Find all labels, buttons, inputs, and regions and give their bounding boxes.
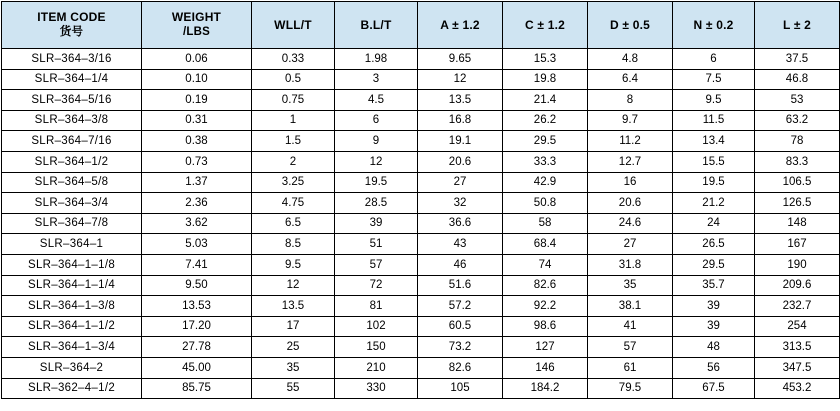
table-cell: 313.5 — [755, 337, 840, 358]
table-cell: 7.5 — [673, 69, 755, 90]
table-cell: 51.6 — [418, 275, 503, 296]
item-code-cell: SLR–364–2 — [2, 357, 142, 378]
table-cell: 39 — [673, 296, 755, 317]
table-cell: 17 — [252, 316, 335, 337]
table-cell: 98.6 — [503, 316, 588, 337]
item-code-cell: SLR–362–4–1/2 — [2, 378, 142, 399]
table-row — [2, 131, 840, 152]
column-header-label: N ± 0.2 — [693, 17, 734, 32]
table-cell: 1.98 — [335, 49, 418, 70]
table-cell: 56 — [673, 357, 755, 378]
column-header-label: L ± 2 — [782, 17, 812, 32]
table-cell: 41 — [588, 316, 673, 337]
column-header-1 — [142, 2, 252, 49]
table-cell: 106.5 — [755, 172, 840, 193]
table-header — [2, 2, 840, 49]
item-code-cell: SLR–364–1–1/4 — [2, 275, 142, 296]
table-row — [2, 234, 840, 255]
table-cell: 6 — [673, 49, 755, 70]
table-cell: 127 — [503, 337, 588, 358]
item-code-cell: SLR–364–1–3/8 — [2, 296, 142, 317]
table-cell: 4.75 — [252, 193, 335, 214]
table-cell: 330 — [335, 378, 418, 399]
table-cell: 6 — [335, 110, 418, 131]
table-cell: 9.5 — [673, 90, 755, 111]
table-cell: 35 — [588, 275, 673, 296]
table-row — [2, 49, 840, 70]
table-cell: 102 — [335, 316, 418, 337]
table-cell: 46.8 — [755, 69, 840, 90]
table-cell: 35.7 — [673, 275, 755, 296]
table-cell: 31.8 — [588, 254, 673, 275]
table-row — [2, 172, 840, 193]
table-cell: 184.2 — [503, 378, 588, 399]
table-row — [2, 296, 840, 317]
column-header-sublabel: /LBS — [183, 26, 210, 39]
table-cell: 9.7 — [588, 110, 673, 131]
column-header-label: C ± 1.2 — [524, 17, 565, 32]
table-cell: 5.03 — [142, 234, 252, 255]
item-code-cell: SLR–364–1–3/4 — [2, 337, 142, 358]
item-code-cell: SLR–364–5/8 — [2, 172, 142, 193]
table-cell: 73.2 — [418, 337, 503, 358]
table-cell: 0.19 — [142, 90, 252, 111]
table-cell: 36.6 — [418, 213, 503, 234]
table-cell: 39 — [335, 213, 418, 234]
table-cell: 50.8 — [503, 193, 588, 214]
table-cell: 17.20 — [142, 316, 252, 337]
column-header-label: ITEM CODE — [37, 10, 106, 25]
column-header-3 — [335, 2, 418, 49]
table-cell: 29.5 — [673, 254, 755, 275]
table-cell: 3 — [335, 69, 418, 90]
table-cell: 43 — [418, 234, 503, 255]
table-row — [2, 151, 840, 172]
table-cell: 11.5 — [673, 110, 755, 131]
table-cell: 79.5 — [588, 378, 673, 399]
column-header-6 — [588, 2, 673, 49]
column-header-2 — [252, 2, 335, 49]
table-cell: 60.5 — [418, 316, 503, 337]
table-cell: 85.75 — [142, 378, 252, 399]
table-row — [2, 254, 840, 275]
table-cell: 82.6 — [503, 275, 588, 296]
table-row — [2, 378, 840, 399]
table-cell: 146 — [503, 357, 588, 378]
table-cell: 105 — [418, 378, 503, 399]
table-cell: 9.50 — [142, 275, 252, 296]
table-cell: 12 — [335, 151, 418, 172]
table-row — [2, 110, 840, 131]
table-cell: 6.5 — [252, 213, 335, 234]
table-cell: 4.5 — [335, 90, 418, 111]
table-cell: 27.78 — [142, 337, 252, 358]
table-cell: 0.38 — [142, 131, 252, 152]
table-cell: 9.65 — [418, 49, 503, 70]
table-cell: 24 — [673, 213, 755, 234]
table-cell: 1.5 — [252, 131, 335, 152]
table-cell: 58 — [503, 213, 588, 234]
column-header-8 — [755, 2, 840, 49]
table-cell: 63.2 — [755, 110, 840, 131]
table-cell: 0.31 — [142, 110, 252, 131]
table-cell: 46 — [418, 254, 503, 275]
table-cell: 0.33 — [252, 49, 335, 70]
table-cell: 51 — [335, 234, 418, 255]
table-cell: 38.1 — [588, 296, 673, 317]
table-row — [2, 316, 840, 337]
table-cell: 0.75 — [252, 90, 335, 111]
table-cell: 1 — [252, 110, 335, 131]
table-cell: 9.5 — [252, 254, 335, 275]
table-cell: 39 — [673, 316, 755, 337]
table-cell: 167 — [755, 234, 840, 255]
table-cell: 12 — [252, 275, 335, 296]
column-header-label: B.L/T — [360, 17, 392, 32]
table-cell: 29.5 — [503, 131, 588, 152]
table-cell: 0.06 — [142, 49, 252, 70]
table-cell: 27 — [418, 172, 503, 193]
table-cell: 20.6 — [588, 193, 673, 214]
table-cell: 9 — [335, 131, 418, 152]
specification-table — [1, 1, 840, 399]
item-code-cell: SLR–364–1 — [2, 234, 142, 255]
table-cell: 0.10 — [142, 69, 252, 90]
table-cell: 13.5 — [418, 90, 503, 111]
table-cell: 42.9 — [503, 172, 588, 193]
table-cell: 53 — [755, 90, 840, 111]
table-cell: 7.41 — [142, 254, 252, 275]
table-cell: 150 — [335, 337, 418, 358]
table-cell: 45.00 — [142, 357, 252, 378]
table-cell: 210 — [335, 357, 418, 378]
column-header-label: A ± 1.2 — [440, 17, 480, 32]
table-cell: 74 — [503, 254, 588, 275]
table-cell: 28.5 — [335, 193, 418, 214]
column-header-5 — [503, 2, 588, 49]
table-row — [2, 357, 840, 378]
table-cell: 453.2 — [755, 378, 840, 399]
table-cell: 347.5 — [755, 357, 840, 378]
table-cell: 57.2 — [418, 296, 503, 317]
column-header-sublabel: 货号 — [59, 26, 84, 39]
item-code-cell: SLR–364–1–1/2 — [2, 316, 142, 337]
table-cell: 72 — [335, 275, 418, 296]
table-cell: 19.8 — [503, 69, 588, 90]
table-cell: 35 — [252, 357, 335, 378]
table-cell: 232.7 — [755, 296, 840, 317]
item-code-cell: SLR–364–3/16 — [2, 49, 142, 70]
table-cell: 209.6 — [755, 275, 840, 296]
table-cell: 15.3 — [503, 49, 588, 70]
table-row — [2, 213, 840, 234]
table-cell: 68.4 — [503, 234, 588, 255]
table-cell: 15.5 — [673, 151, 755, 172]
table-cell: 25 — [252, 337, 335, 358]
item-code-cell: SLR–364–7/8 — [2, 213, 142, 234]
table-cell: 57 — [335, 254, 418, 275]
table-cell: 1.37 — [142, 172, 252, 193]
table-cell: 61 — [588, 357, 673, 378]
item-code-cell: SLR–364–1–1/8 — [2, 254, 142, 275]
table-cell: 24.6 — [588, 213, 673, 234]
table-cell: 148 — [755, 213, 840, 234]
table-cell: 2.36 — [142, 193, 252, 214]
item-code-cell: SLR–364–1/4 — [2, 69, 142, 90]
table-cell: 78 — [755, 131, 840, 152]
table-cell: 67.5 — [673, 378, 755, 399]
table-cell: 4.8 — [588, 49, 673, 70]
table-cell: 26.2 — [503, 110, 588, 131]
table-cell: 13.5 — [252, 296, 335, 317]
table-cell: 26.5 — [673, 234, 755, 255]
table-cell: 81 — [335, 296, 418, 317]
header-row — [2, 2, 840, 49]
table-cell: 37.5 — [755, 49, 840, 70]
table-cell: 8 — [588, 90, 673, 111]
table-cell: 6.4 — [588, 69, 673, 90]
table-cell: 8.5 — [252, 234, 335, 255]
table-cell: 19.5 — [335, 172, 418, 193]
table-cell: 126.5 — [755, 193, 840, 214]
table-cell: 11.2 — [588, 131, 673, 152]
table-row — [2, 275, 840, 296]
table-cell: 32 — [418, 193, 503, 214]
table-cell: 3.25 — [252, 172, 335, 193]
table-cell: 12 — [418, 69, 503, 90]
table-cell: 21.4 — [503, 90, 588, 111]
column-header-label: WEIGHT — [171, 10, 222, 25]
table-body — [2, 49, 840, 399]
item-code-cell: SLR–364–1/2 — [2, 151, 142, 172]
table-cell: 0.5 — [252, 69, 335, 90]
column-header-4 — [418, 2, 503, 49]
table-cell: 82.6 — [418, 357, 503, 378]
table-cell: 19.5 — [673, 172, 755, 193]
item-code-cell: SLR–364–3/4 — [2, 193, 142, 214]
table-row — [2, 90, 840, 111]
column-header-7 — [673, 2, 755, 49]
table-cell: 19.1 — [418, 131, 503, 152]
item-code-cell: SLR–364–7/16 — [2, 131, 142, 152]
table-cell: 27 — [588, 234, 673, 255]
table-cell: 190 — [755, 254, 840, 275]
table-cell: 254 — [755, 316, 840, 337]
column-header-label: WLL/T — [274, 17, 312, 32]
table-cell: 55 — [252, 378, 335, 399]
table-cell: 33.3 — [503, 151, 588, 172]
table-cell: 0.73 — [142, 151, 252, 172]
item-code-cell: SLR–364–5/16 — [2, 90, 142, 111]
item-code-cell: SLR–364–3/8 — [2, 110, 142, 131]
table-cell: 2 — [252, 151, 335, 172]
column-header-0 — [2, 2, 142, 49]
table-cell: 48 — [673, 337, 755, 358]
table-cell: 13.4 — [673, 131, 755, 152]
table-cell: 12.7 — [588, 151, 673, 172]
table-cell: 83.3 — [755, 151, 840, 172]
table-cell: 21.2 — [673, 193, 755, 214]
table-cell: 16.8 — [418, 110, 503, 131]
table-cell: 16 — [588, 172, 673, 193]
column-header-label: D ± 0.5 — [609, 17, 650, 32]
table-cell: 92.2 — [503, 296, 588, 317]
table-cell: 3.62 — [142, 213, 252, 234]
table-cell: 20.6 — [418, 151, 503, 172]
table-cell: 13.53 — [142, 296, 252, 317]
table-cell: 57 — [588, 337, 673, 358]
table-row — [2, 193, 840, 214]
table-row — [2, 69, 840, 90]
table-row — [2, 337, 840, 358]
